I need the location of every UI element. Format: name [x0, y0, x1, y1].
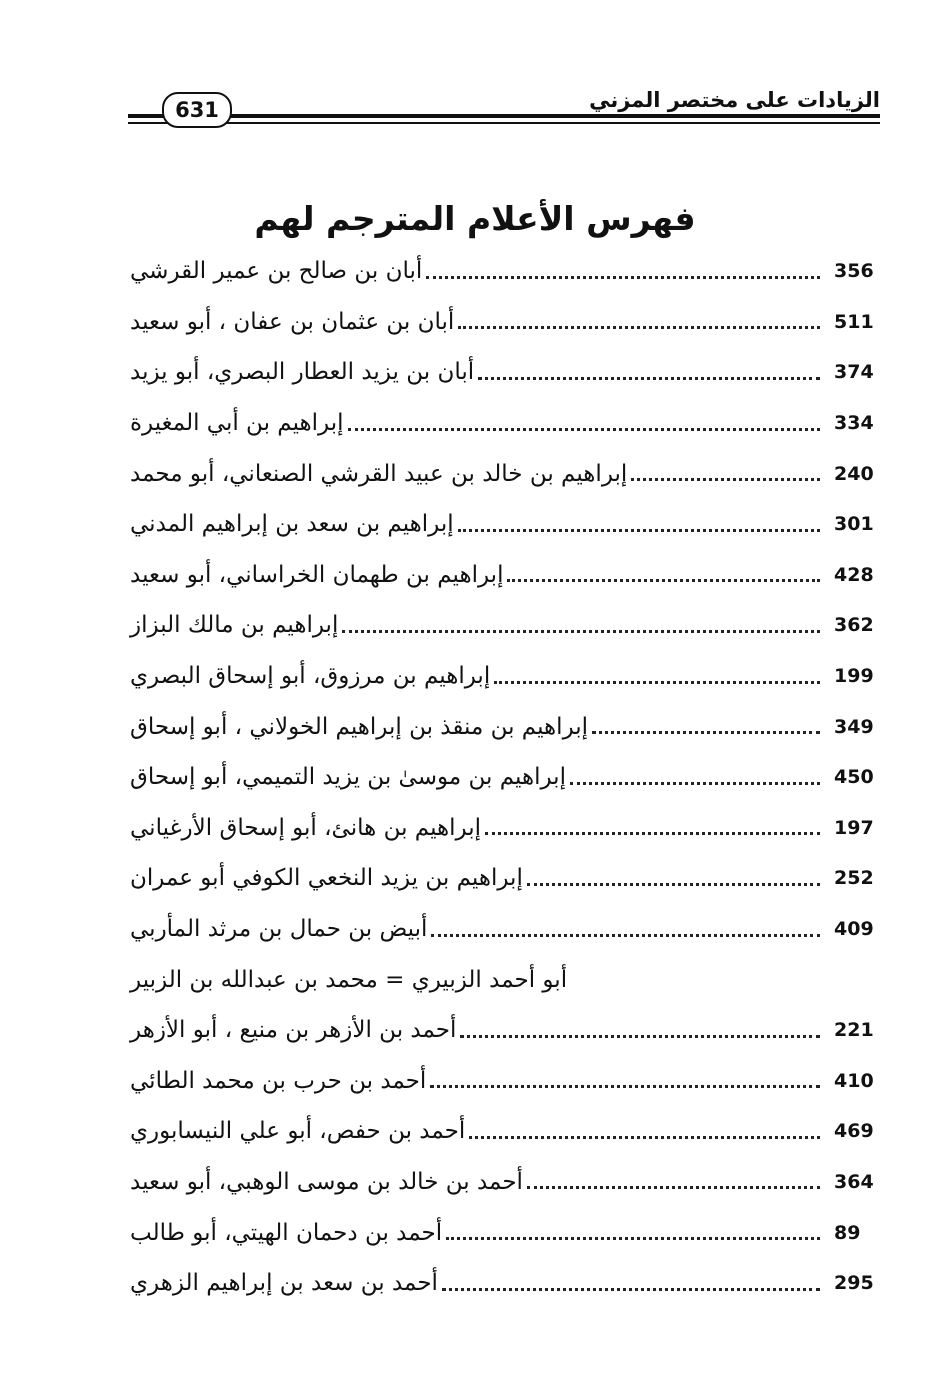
entry-name: إبراهيم بن منقذ بن إبراهيم الخولاني ، أبو إسحاق [130, 713, 589, 740]
entry-page-number: 197 [834, 816, 874, 839]
index-entry [130, 297, 878, 348]
entry-page-number: 409 [834, 918, 874, 941]
dot-leader [431, 934, 820, 937]
dot-leader [570, 782, 820, 785]
dot-leader [458, 529, 820, 532]
index-entry [130, 246, 878, 297]
running-header [128, 88, 880, 134]
dot-leader [631, 478, 820, 481]
entry-page-number: 89 [834, 1221, 861, 1244]
entry-name: أحمد بن الأزهر بن منيع ، أبو الأزهر [130, 1017, 457, 1044]
index-entry [130, 448, 878, 499]
index-entry [130, 904, 878, 955]
entry-page-number: 374 [834, 361, 874, 384]
header-rule-thin [128, 122, 880, 124]
entry-name: أبان بن يزيد العطار البصري، أبو يزيد [130, 359, 475, 386]
dot-leader [348, 428, 820, 431]
entry-page-number: 410 [834, 1069, 874, 1092]
entry-name: إبراهيم بن مرزوق، أبو إسحاق البصري [130, 663, 491, 690]
dot-leader [592, 731, 820, 734]
entry-name: أبان بن عثمان بن عفان ، أبو سعيد [130, 308, 455, 335]
dot-leader [527, 883, 820, 886]
dot-leader [446, 1237, 820, 1240]
entry-page-number: 334 [834, 412, 874, 435]
entry-page-number: 469 [834, 1120, 874, 1143]
entry-name: إبراهيم بن خالد بن عبيد القرشي الصنعاني، أبو محمد [130, 460, 628, 487]
entry-page-number: 511 [834, 310, 874, 333]
dot-leader [507, 579, 820, 582]
dot-leader [458, 326, 820, 329]
entry-name: أحمد بن سعد بن إبراهيم الزهري [130, 1270, 438, 1297]
entry-page-number: 199 [834, 665, 874, 688]
entry-name: أحمد بن دحمان الهيتي، أبو طالب [130, 1219, 443, 1246]
index-entry [130, 1157, 878, 1208]
entry-page-number: 295 [834, 1272, 874, 1295]
entry-name: إبراهيم بن مالك البزاز [130, 612, 339, 639]
entry-page-number: 349 [834, 715, 874, 738]
entry-name: أحمد بن حفص، أبو علي النيسابوري [130, 1118, 466, 1145]
entry-name: أبان بن صالح بن عمير القرشي [130, 258, 423, 285]
entry-name: إبراهيم بن يزيد النخعي الكوفي أبو عمران [130, 865, 523, 892]
entry-page-number: 356 [834, 260, 874, 283]
entry-page-number: 364 [834, 1170, 874, 1193]
index-entry [130, 600, 878, 651]
entry-page-number: 450 [834, 766, 874, 789]
section-title: فهرس الأعلام المترجم لهم [254, 199, 696, 238]
index-entry [130, 803, 878, 854]
index-entry [130, 701, 878, 752]
entry-name: إبراهيم بن موسىٰ بن يزيد التميمي، أبو إسحاق [130, 764, 566, 791]
entry-page-number: 252 [834, 867, 874, 890]
index-entry [130, 398, 878, 449]
dot-leader [342, 630, 820, 633]
dot-leader [469, 1136, 820, 1139]
dot-leader [494, 681, 820, 684]
entry-name: إبراهيم بن سعد بن إبراهيم المدني [130, 511, 454, 538]
running-title: الزيادات على مختصر المزني [577, 88, 880, 114]
entry-page-number: 301 [834, 513, 874, 536]
index-entry [130, 499, 878, 550]
entry-name: أحمد بن خالد بن موسى الوهبي، أبو سعيد [130, 1168, 523, 1195]
dot-leader [430, 1085, 820, 1088]
index-entry [130, 550, 878, 601]
entry-name: أحمد بن حرب بن محمد الطائي [130, 1067, 427, 1094]
index-entry [130, 954, 878, 1005]
dot-leader [442, 1288, 820, 1291]
entry-page-number: 221 [834, 1019, 874, 1042]
dot-leader [485, 832, 820, 835]
index-entry [130, 1258, 878, 1309]
page-number-badge: 631 [162, 92, 232, 128]
index-entry [130, 651, 878, 702]
index-entry [130, 853, 878, 904]
entry-page-number: 362 [834, 614, 874, 637]
index-entry [130, 347, 878, 398]
entry-page-number: 240 [834, 462, 874, 485]
dot-leader [426, 276, 820, 279]
header-rule-thick [128, 114, 880, 118]
entry-page-number: 428 [834, 563, 874, 586]
entry-name: إبراهيم بن هانئ، أبو إسحاق الأرغياني [130, 814, 482, 841]
entry-name: أبو أحمد الزبيري = محمد بن عبدالله بن الزبير [130, 966, 568, 993]
index-entry [130, 1207, 878, 1258]
index-list [130, 246, 878, 1308]
dot-leader [478, 377, 820, 380]
entry-name: إبراهيم بن طهمان الخراساني، أبو سعيد [130, 561, 504, 588]
index-entry [130, 1005, 878, 1056]
index-entry [130, 1056, 878, 1107]
dot-leader [460, 1035, 820, 1038]
entry-name: إبراهيم بن أبي المغيرة [130, 410, 344, 437]
index-entry [130, 1106, 878, 1157]
index-entry [130, 752, 878, 803]
dot-leader [527, 1186, 820, 1189]
entry-name: أبيض بن حمال بن مرثد المأربي [130, 916, 428, 943]
